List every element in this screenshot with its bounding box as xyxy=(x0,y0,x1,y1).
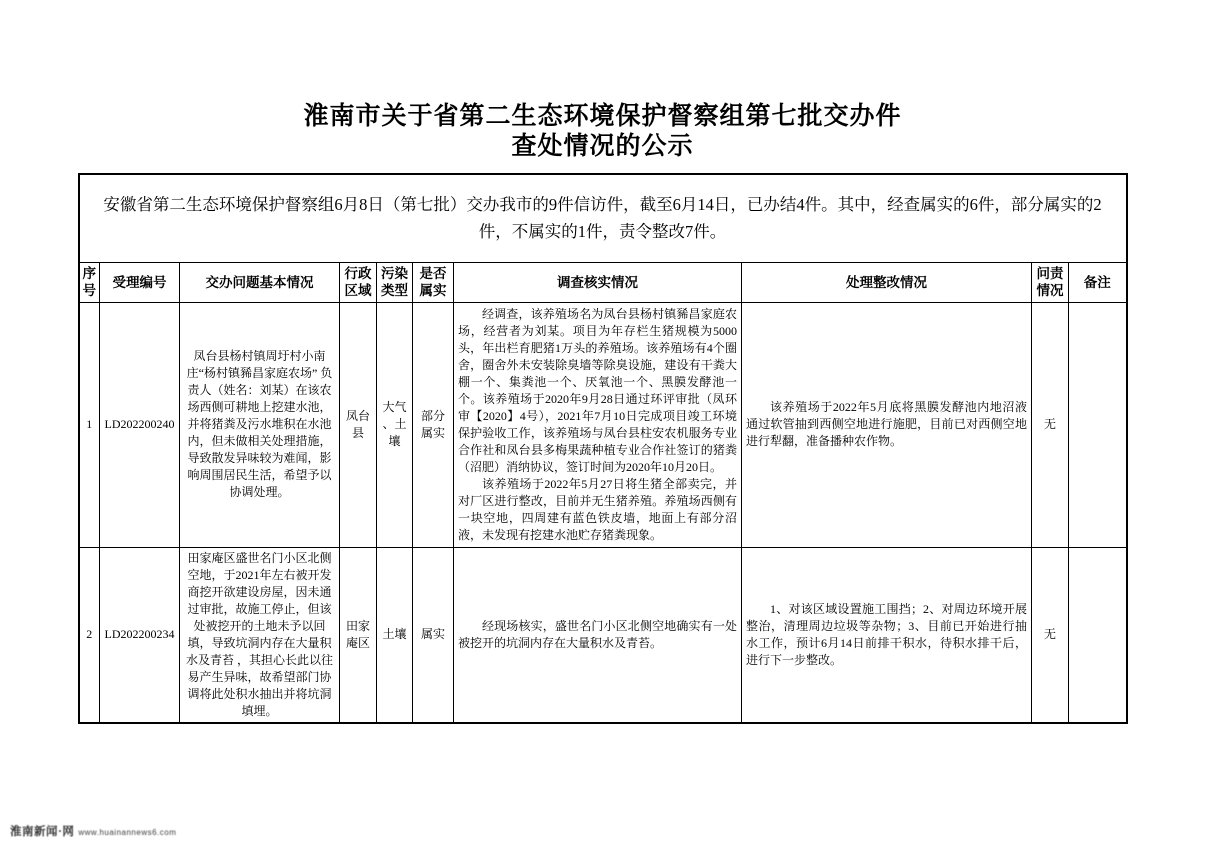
cell-pollution-type: 大气、土壤 xyxy=(377,302,413,547)
page-title xyxy=(0,0,1205,162)
cell-case-id: LD202200234 xyxy=(100,547,180,723)
col-header-accountability: 问责情况 xyxy=(1032,262,1069,302)
site-watermark xyxy=(10,822,176,840)
cell-verified: 属实 xyxy=(413,547,454,723)
investigation-paragraph-1: 经调查，该养殖场名为凤台县杨村镇豨昌家庭农场，经营者为刘某。项目为年存栏生猪规模为5000头，年出栏育肥猪1万头的养殖场。该养殖场有4个圈舍，圈舍外未安装除臭墙等除臭设施，建设有干粪大棚一个、集粪池一个、厌氧池一个、黑膜发酵池一个。该养殖场于2020年9月28日通过环评审批（凤环审【2020】4号），2021年7月10日完成项目竣工环境保护验收工作，该养殖场与凤台县柱安农机服务专业合作社和凤台县多梅果蔬种植专业合作社签订的猪粪（沼肥）消纳协议，签订时间为2020年10月20日。 xyxy=(458,306,737,474)
page-title-line1: 淮南市关于省第二生态环境保护督察组第七批交办件 xyxy=(303,103,902,130)
rectification-paragraph: 该养殖场于2022年5月底将黑膜发酵池内地沼液通过软管抽到西侧空地进行施肥，目前已对西侧空地进行犁翻，准备播种农作物。 xyxy=(746,400,1027,448)
table-row xyxy=(79,547,1127,723)
intro-row xyxy=(79,174,1127,262)
cell-investigation xyxy=(454,547,742,723)
table-row xyxy=(79,302,1127,547)
col-header-remark: 备注 xyxy=(1069,262,1127,302)
cell-accountability: 无 xyxy=(1032,547,1069,723)
rectification-paragraph: 1、对该区域设置施工围挡；2、对周边环境开展整治，清理周边垃圾等杂物；3、目前已开始进行抽水工作，预计6月14日前排干积水，待积水排干后，进行下一步整改。 xyxy=(746,601,1027,667)
investigation-paragraph-2: 该养殖场于2022年5月27日将生猪全部卖完，并对厂区进行整改，目前并无生猪养殖。养殖场西侧有一块空地，四周建有蓝色铁皮墙，地面上有部分沼液，未发现有挖建水池贮存猪粪现象。 xyxy=(458,476,737,542)
investigation-paragraph-1: 经现场核实，盛世名门小区北侧空地确实有一处被挖开的坑洞内存在大量积水及青苔。 xyxy=(458,618,737,650)
cell-problem: 凤台县杨村镇周圩村小南庄“杨村镇豨昌家庭农场” 负责人（姓名：刘某）在该农场西侧可耕地上挖建水池，并将猪粪及污水堆积在水池内，但未做相关处理措施，导致散发异味较为难闻，影响周围居民生活，希望予以协调处理。 xyxy=(180,302,340,547)
col-header-problem: 交办问题基本情况 xyxy=(180,262,340,302)
page-title-line2: 查处情况的公示 xyxy=(511,133,694,160)
cell-rectification xyxy=(742,547,1032,723)
col-header-case-id: 受理编号 xyxy=(100,262,180,302)
table-header-row xyxy=(79,262,1127,302)
cell-pollution-type: 土壤 xyxy=(377,547,413,723)
cell-remark xyxy=(1069,302,1127,547)
cell-seq: 2 xyxy=(79,547,100,723)
col-header-investigation: 调查核实情况 xyxy=(454,262,742,302)
cell-accountability: 无 xyxy=(1032,302,1069,547)
cell-problem: 田家庵区盛世名门小区北侧空地，于2021年左右被开发商挖开欲建设房屋，因未通过审批，故施工停止，但该处被挖开的土地未予以回填，导致坑洞内存在大量积水及青苔 ，其担心长此以往易产生异味，故希望部门协调将此处积水抽出并将坑洞填埋。 xyxy=(180,547,340,723)
cell-investigation xyxy=(454,302,742,547)
cases-table xyxy=(78,173,1128,724)
intro-paragraph: 安徽省第二生态环境保护督察组6月8日（第七批）交办我市的9件信访件，截至6月14日，已办结4件。其中，经查属实的6件，部分属实的2件，不属实的1件，责令整改7件。 xyxy=(79,174,1127,262)
cell-verified: 部分属实 xyxy=(413,302,454,547)
watermark-url: www.huainannews6.com xyxy=(78,828,177,837)
cell-rectification xyxy=(742,302,1032,547)
col-header-pollution-type: 污染类型 xyxy=(377,262,413,302)
cell-remark xyxy=(1069,547,1127,723)
col-header-rectification: 处理整改情况 xyxy=(742,262,1032,302)
cell-seq: 1 xyxy=(79,302,100,547)
cell-region: 凤台县 xyxy=(340,302,377,547)
cell-case-id: LD202200240 xyxy=(100,302,180,547)
col-header-seq: 序号 xyxy=(79,262,100,302)
cell-region: 田家庵区 xyxy=(340,547,377,723)
watermark-logo: 淮南新闻·网 xyxy=(10,826,75,838)
col-header-verified: 是否属实 xyxy=(413,262,454,302)
col-header-region: 行政区域 xyxy=(340,262,377,302)
